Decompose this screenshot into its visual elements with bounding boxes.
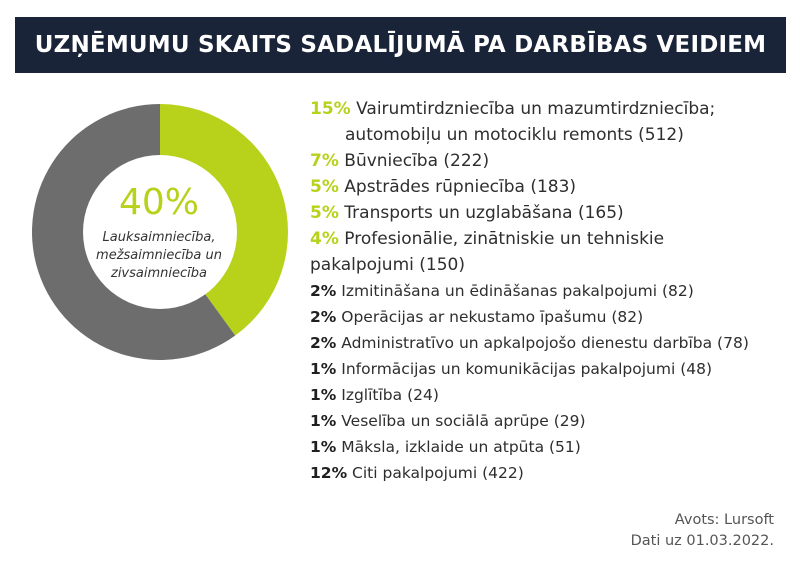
legend-item xyxy=(310,330,790,356)
date-line: Dati uz 01.03.2022. xyxy=(630,533,774,549)
legend xyxy=(310,96,790,486)
legend-item xyxy=(310,226,790,278)
legend-item xyxy=(310,200,790,226)
legend-percent: 1% xyxy=(310,438,337,456)
legend-label: Transports un uzglabāšana (165) xyxy=(344,203,624,223)
legend-percent: 2% xyxy=(310,282,337,300)
legend-label: Būvniecība (222) xyxy=(344,151,490,171)
legend-label: Informācijas un komunikācijas pakalpojumi (48) xyxy=(341,360,713,378)
legend-percent: 1% xyxy=(310,360,337,378)
legend-label: Apstrādes rūpniecība (183) xyxy=(344,177,577,197)
legend-percent: 1% xyxy=(310,412,337,430)
legend-label: Izglītība (24) xyxy=(341,386,439,404)
legend-item xyxy=(310,434,790,460)
center-label: Lauksaimniecība, mežsaimniecība un zivsaimniecība xyxy=(96,230,222,281)
legend-percent: 2% xyxy=(310,308,337,326)
legend-item xyxy=(310,408,790,434)
legend-label: automobiļu un motociklu remonts (512) xyxy=(345,125,684,145)
legend-item xyxy=(310,382,790,408)
center-value: 40% xyxy=(118,182,199,223)
source-note xyxy=(631,510,774,552)
legend-label: Operācijas ar nekustamo īpašumu (82) xyxy=(341,308,644,326)
legend-item xyxy=(310,460,790,486)
legend-label: Veselība un sociālā aprūpe (29) xyxy=(341,412,586,430)
source-line: Avots: Lursoft xyxy=(674,512,774,528)
legend-item xyxy=(310,96,790,148)
legend-item xyxy=(310,304,790,330)
legend-percent: 5% xyxy=(310,177,339,197)
chart-title: UZŅĒMUMU SKAITS SADALĪJUMĀ PA DARBĪBAS VEIDIEM xyxy=(34,32,767,58)
legend-percent: 5% xyxy=(310,203,339,223)
legend-percent: 12% xyxy=(310,464,348,482)
legend-item xyxy=(310,278,790,304)
legend-percent: 15% xyxy=(310,99,351,119)
legend-percent: 2% xyxy=(310,334,337,352)
legend-label: Vairumtirdzniecība un mazumtirdzniecība; xyxy=(356,99,716,119)
legend-label: Administratīvo un apkalpojošo dienestu darbība (78) xyxy=(341,334,749,352)
legend-label: Izmitināšana un ēdināšanas pakalpojumi (82) xyxy=(341,282,694,300)
legend-item xyxy=(310,356,790,382)
legend-item xyxy=(310,148,790,174)
legend-label: Citi pakalpojumi (422) xyxy=(352,464,524,482)
legend-percent: 4% xyxy=(310,229,339,249)
legend-label: pakalpojumi (150) xyxy=(310,255,465,275)
legend-label: Māksla, izklaide un atpūta (51) xyxy=(341,438,581,456)
legend-percent: 1% xyxy=(310,386,337,404)
legend-percent: 7% xyxy=(310,151,339,171)
legend-item xyxy=(310,174,790,200)
legend-label: Profesionālie, zinātniskie un tehniskie xyxy=(344,229,665,249)
